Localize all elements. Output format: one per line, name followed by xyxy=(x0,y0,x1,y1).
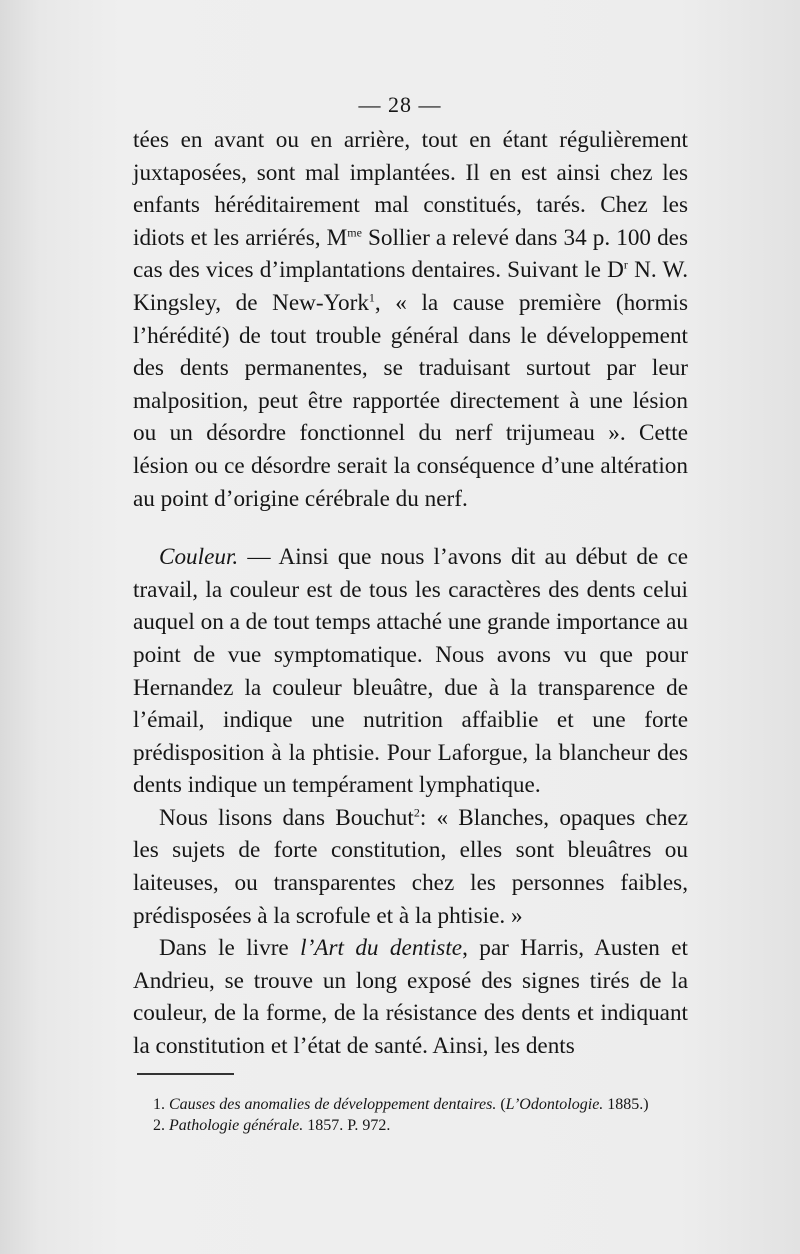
paragraph-bouchut xyxy=(133,802,688,932)
paragraph-art-du-dentiste xyxy=(133,932,688,1062)
text-run: : « Blanches, opaques chez les sujets de forte constitution, elles sont bleuâtres ou laiteuses, ou transparentes chez les personnes faibles, prédisposées à la scrofule et à la phtisie. » xyxy=(133,804,688,929)
text-run: , « la cause première (hormis l’hérédité) de tout trouble général dans le développement des dents permanentes, se traduisant surtout par leur malposition, peut être rapportée directement à une lésion ou un désordre fonctionnel du nerf trijumeau ». Cette lésion ou ce désordre serait la conséquence d’une altération au point d’origine cérébrale du nerf. xyxy=(133,289,688,512)
text-run: — Ainsi que nous l’avons dit au début de ce travail, la couleur est de tous les caractères des dents celui auquel on a de tout temps attaché une grande importance au point de vue symptomatique. Nous avons vu que pour Hernandez la couleur bleuâtre, due à la transparence de l’émail, indique une nutrition affaiblie et une forte prédisposition à la phtisie. Pour Laforgue, la blancheur des dents indique un tempérament lymphatique. xyxy=(133,544,688,799)
italic-text: Couleur. xyxy=(159,544,239,571)
footnote-rule xyxy=(137,1073,234,1075)
text-run: 2. xyxy=(153,1117,169,1134)
italic-text: Causes des anomalies de développement dentaires. xyxy=(169,1096,497,1113)
italic-text: L’Odontologie. xyxy=(505,1096,604,1113)
paragraph-couleur xyxy=(133,541,688,802)
italic-text: Pathologie générale. xyxy=(169,1117,304,1134)
superscript: 2 xyxy=(413,805,420,820)
text-run: 1885.) xyxy=(603,1096,649,1113)
text-run: 1857. P. 972. xyxy=(303,1117,391,1134)
page-number: — 28 — xyxy=(358,92,442,117)
text-run: Nous lisons dans Bouchut xyxy=(159,804,414,831)
footnote-2 xyxy=(133,1115,688,1136)
footnotes xyxy=(133,1094,688,1136)
superscript: 1 xyxy=(368,290,375,305)
superscript: r xyxy=(623,257,628,272)
body-text xyxy=(133,124,688,1063)
text-run: Sollier a relevé dans 34 p. 100 des cas des vices d’implantations dentaires. Suivant le D xyxy=(133,224,688,284)
text-run: , par Harris, Austen et Andrieu, se trouve un long exposé des signes tirés de la couleur, de la forme, de la résistance des dents et indiquant la constitution et l’état de santé. Ainsi, les dents xyxy=(133,935,688,1060)
text-run: Dans le livre xyxy=(159,935,301,962)
text-run: tées en avant ou en arrière, tout en étant régulièrement juxtaposées, sont mal implantées. Il en est ainsi chez les enfants héréditairement mal constitués, tarés. Chez les idiots et les arriérés, M xyxy=(133,127,688,251)
italic-text: l’Art du dentiste xyxy=(300,935,463,962)
superscript: me xyxy=(347,225,362,240)
text-run: 1. xyxy=(153,1096,169,1113)
text-run: N. W. Kingsley, de New-York xyxy=(133,257,688,316)
text-run: ( xyxy=(496,1096,506,1113)
paragraph-1 xyxy=(133,124,688,515)
footnote-1 xyxy=(133,1094,688,1115)
